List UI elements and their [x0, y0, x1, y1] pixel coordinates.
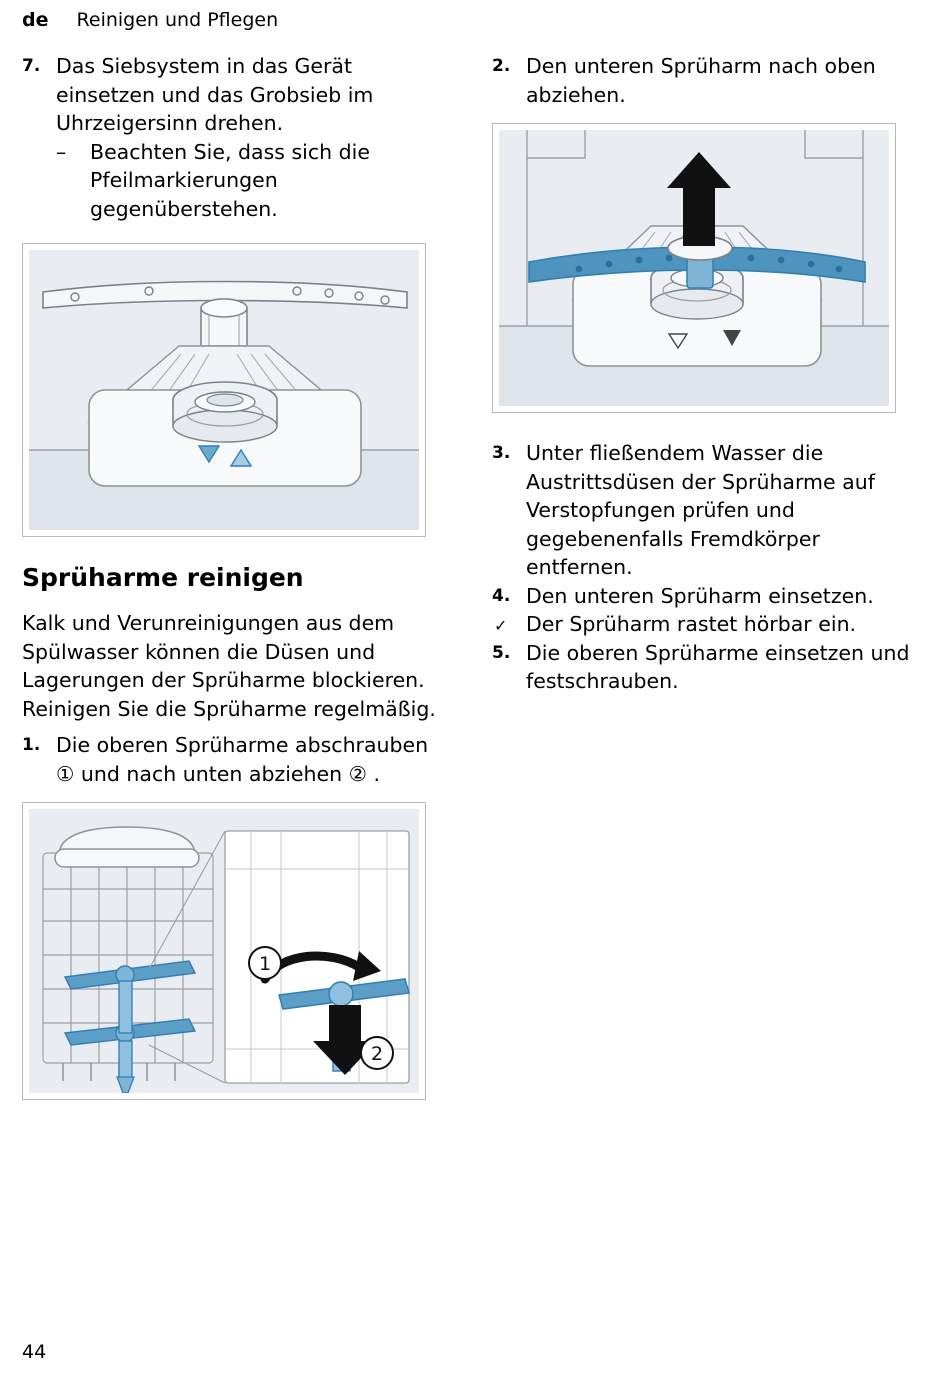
step-2	[492, 52, 924, 109]
upper-spray-arm-figure-inner	[29, 809, 419, 1093]
section-title: Sprüharme reinigen	[22, 563, 304, 592]
lower-spray-arm-figure-inner	[499, 130, 889, 406]
step-5-text: Die oberen Sprüharme einsetzen und festschrauben.	[526, 640, 910, 693]
step-2-text: Den unteren Sprüharm nach oben abziehen.	[526, 54, 876, 107]
lower-spray-arm-figure	[492, 123, 896, 413]
callout-2-label: 2	[370, 1043, 384, 1065]
step-7	[22, 52, 452, 138]
step-4-result	[492, 610, 924, 639]
upper-spray-arm-figure	[22, 802, 426, 1100]
step-4-text: Den unteren Sprüharm einsetzen.	[526, 583, 874, 608]
language-code: de	[22, 9, 49, 31]
step-5-number: 5.	[492, 642, 511, 663]
sieve-system-figure-inner	[29, 250, 419, 530]
step-3	[492, 439, 924, 582]
running-head-title: Reinigen und Pflegen	[76, 9, 279, 31]
step-3-text: Unter fließendem Wasser die Austrittsdüsen der Sprüharme auf Verstopfungen prüfen und gegebenenfalls Fremdkörper entfernen.	[526, 441, 875, 579]
callout-1-label: 1	[258, 953, 272, 975]
right-column	[492, 52, 924, 696]
step-3-number: 3.	[492, 443, 511, 463]
step-4	[492, 582, 924, 611]
step-4-result-text: Der Sprüharm rastet hörbar ein.	[526, 612, 857, 636]
step-4-number: 4.	[492, 585, 511, 606]
check-icon: ✓	[494, 616, 508, 635]
sieve-system-figure	[22, 243, 426, 537]
sieve-system-illustration	[29, 250, 419, 530]
page-number: 44	[22, 1341, 47, 1363]
dash-marker: –	[56, 139, 67, 164]
step-1	[22, 731, 452, 788]
step-2-number: 2.	[492, 56, 511, 76]
step-7-sub-bullet-text: Beachten Sie, dass sich die Pfeilmarkierungen gegenüberstehen.	[90, 139, 370, 221]
step-7-number: 7.	[22, 56, 41, 76]
upper-spray-arm-illustration	[29, 809, 419, 1093]
step-1-text: Die oberen Sprüharme abschrauben ① und nach unten abziehen ② .	[56, 733, 429, 786]
left-column	[22, 52, 452, 1100]
step-5	[492, 639, 924, 696]
step-1-number: 1.	[22, 735, 41, 755]
step-7-text: Das Siebsystem in das Gerät einsetzen und das Grobsieb im Uhrzeigersinn drehen.	[56, 54, 374, 135]
page-header	[22, 8, 922, 32]
intro-paragraph: Kalk und Verunreinigungen aus dem Spülwasser können die Düsen und Lagerungen der Sprüharme blockieren. Reinigen Sie die Sprüharme regelmäßig.	[22, 611, 436, 721]
lower-spray-arm-illustration	[499, 130, 889, 406]
step-7-sub-bullet	[56, 138, 452, 224]
